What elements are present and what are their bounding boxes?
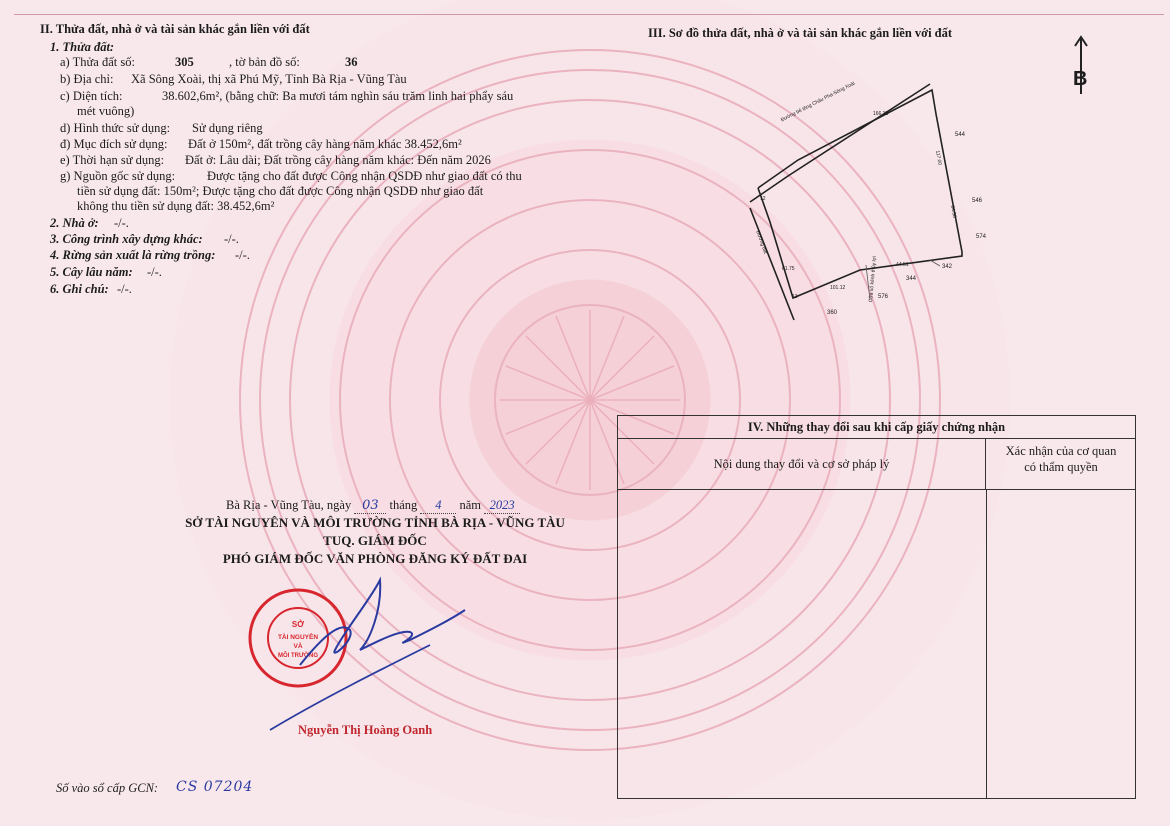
usage-purpose-label: đ) Mục đích sử dụng:	[60, 137, 168, 151]
other-construction-value: -/-.	[224, 232, 239, 246]
dim-8: 12	[760, 196, 766, 202]
north-label: B	[1073, 68, 1088, 90]
svg-text:SỞ: SỞ	[291, 620, 305, 629]
map-sheet-value: 36	[345, 55, 358, 69]
house-value: -/-.	[114, 216, 129, 230]
dim-7: 13	[792, 294, 798, 300]
register-number-label: Số vào sổ cấp GCN:	[56, 781, 159, 795]
parcel-number-value: 305	[175, 55, 194, 69]
road-top-label: Đường bê tông Châu Pha-Sông Xoài	[780, 80, 857, 124]
origin-value-2: tiền sử dụng đất: 150m²; Được tặng cho đất được Công nhận QSDĐ như giao đất	[77, 184, 484, 198]
usage-term-label: e) Thời hạn sử dụng:	[60, 153, 165, 167]
usage-form-value: Sử dụng riêng	[192, 121, 263, 135]
area-label: c) Diện tích:	[60, 89, 123, 103]
date-day: 03	[354, 498, 386, 514]
perennial-label: 5. Cây lâu năm:	[50, 265, 133, 279]
canal-label: Cửa số kênh thủy lợi	[868, 255, 879, 303]
dim-4: 44.51	[896, 262, 909, 268]
address-value: Xã Sông Xoài, thị xã Phú Mỹ, Tỉnh Bà Rịa - Vũng Tàu	[131, 72, 407, 86]
map-sheet-label: , tờ bản đồ số:	[229, 55, 300, 69]
dim-2: 117.00	[934, 150, 943, 166]
usage-purpose-value: Đất ở 150m², đất trồng cây hàng năm khác 38.452,6m²	[188, 137, 462, 151]
issuing-organization: SỞ TÀI NGUYÊN VÀ MÔI TRƯỜNG TỈNH BÀ RỊA - VŨNG TÀU	[185, 515, 565, 530]
parcel-544: 544	[955, 132, 966, 138]
other-construction-label: 3. Công trình xây dựng khác:	[50, 232, 203, 246]
area-value: 38.602,6m², (bằng chữ: Ba mươi tám nghìn sáu trăm linh hai phẩy sáu	[162, 89, 514, 103]
road-left-label: Đường đất	[754, 230, 769, 255]
forest-label: 4. Rừng sản xuất là rừng trồng:	[50, 248, 216, 262]
area-value-cont: mét vuông)	[77, 104, 135, 118]
table-column-divider	[986, 490, 987, 798]
authority-confirmation-header	[986, 438, 1136, 490]
forest-value: -/-.	[235, 248, 250, 262]
section-2-title: II. Thửa đất, nhà ở và tài sản khác gắn liền với đất	[40, 22, 310, 36]
svg-text:TÀI NGUYÊN: TÀI NGUYÊN	[277, 634, 319, 641]
svg-text:VÀ: VÀ	[293, 643, 303, 650]
authorization-title: TUQ. GIÁM ĐỐC	[323, 533, 427, 548]
authority-header-line-1: Xác nhận của cơ quan	[1005, 444, 1117, 458]
origin-value-1: Được tặng cho đất được Công nhận QSDĐ như giao đất có thu	[207, 169, 522, 183]
top-border	[14, 14, 1164, 15]
perennial-value: -/-.	[147, 265, 162, 279]
usage-term-value: Đất ở: Lâu dài; Đất trồng cây hàng năm khác: Đến năm 2026	[185, 153, 491, 167]
dim-1: 166.38	[873, 111, 889, 117]
date-prefix: Bà Rịa - Vũng Tàu, ngày	[226, 498, 352, 512]
changes-content-header: Nội dung thay đổi và cơ sở pháp lý	[618, 438, 986, 490]
parcel-574: 574	[976, 234, 987, 240]
usage-form-label: d) Hình thức sử dụng:	[60, 121, 171, 135]
section-4-title: IV. Những thay đổi sau khi cấp giấy chứng nhận	[618, 416, 1135, 439]
register-number-value: CS 07204	[176, 779, 254, 795]
date-month: 4	[420, 498, 456, 514]
section-3-title: III. Sơ đồ thửa đất, nhà ở và tài sản khác gắn liền với đất	[648, 26, 953, 40]
parcel-number-label: a) Thửa đất số:	[60, 55, 135, 69]
dim-6: 61.75	[782, 266, 795, 272]
origin-value-3: không thu tiền sử dụng đất: 38.452,6m²	[77, 199, 275, 213]
house-label: 2. Nhà ở:	[50, 216, 99, 230]
parcel-576: 576	[878, 294, 889, 300]
issue-date	[226, 498, 520, 514]
signer-position: PHÓ GIÁM ĐỐC VĂN PHÒNG ĐĂNG KÝ ĐẤT ĐAI	[222, 551, 528, 566]
land-heading: 1. Thửa đất:	[50, 40, 115, 54]
note-label: 6. Ghi chú:	[50, 282, 109, 296]
date-year: 2023	[484, 498, 520, 514]
note-value: -/-.	[117, 282, 132, 296]
dim-3: 84.58	[949, 205, 958, 219]
authority-header-line-2: có thẩm quyền	[1024, 460, 1098, 474]
parcel-344: 344	[906, 276, 917, 282]
year-label: năm	[459, 498, 482, 512]
month-label: tháng	[389, 498, 418, 512]
parcel-360: 360	[827, 310, 838, 316]
svg-text:MÔI TRƯỜNG: MÔI TRƯỜNG	[277, 653, 319, 659]
dim-5: 101.12	[830, 285, 846, 291]
parcel-546: 546	[972, 198, 983, 204]
handwritten-signature	[260, 570, 480, 740]
changes-table	[617, 415, 1136, 799]
signer-name: Nguyễn Thị Hoàng Oanh	[298, 723, 433, 737]
address-label: b) Địa chỉ:	[60, 72, 114, 86]
origin-label: g) Nguồn gốc sử dụng:	[60, 169, 176, 183]
parcel-342: 342	[942, 264, 953, 270]
